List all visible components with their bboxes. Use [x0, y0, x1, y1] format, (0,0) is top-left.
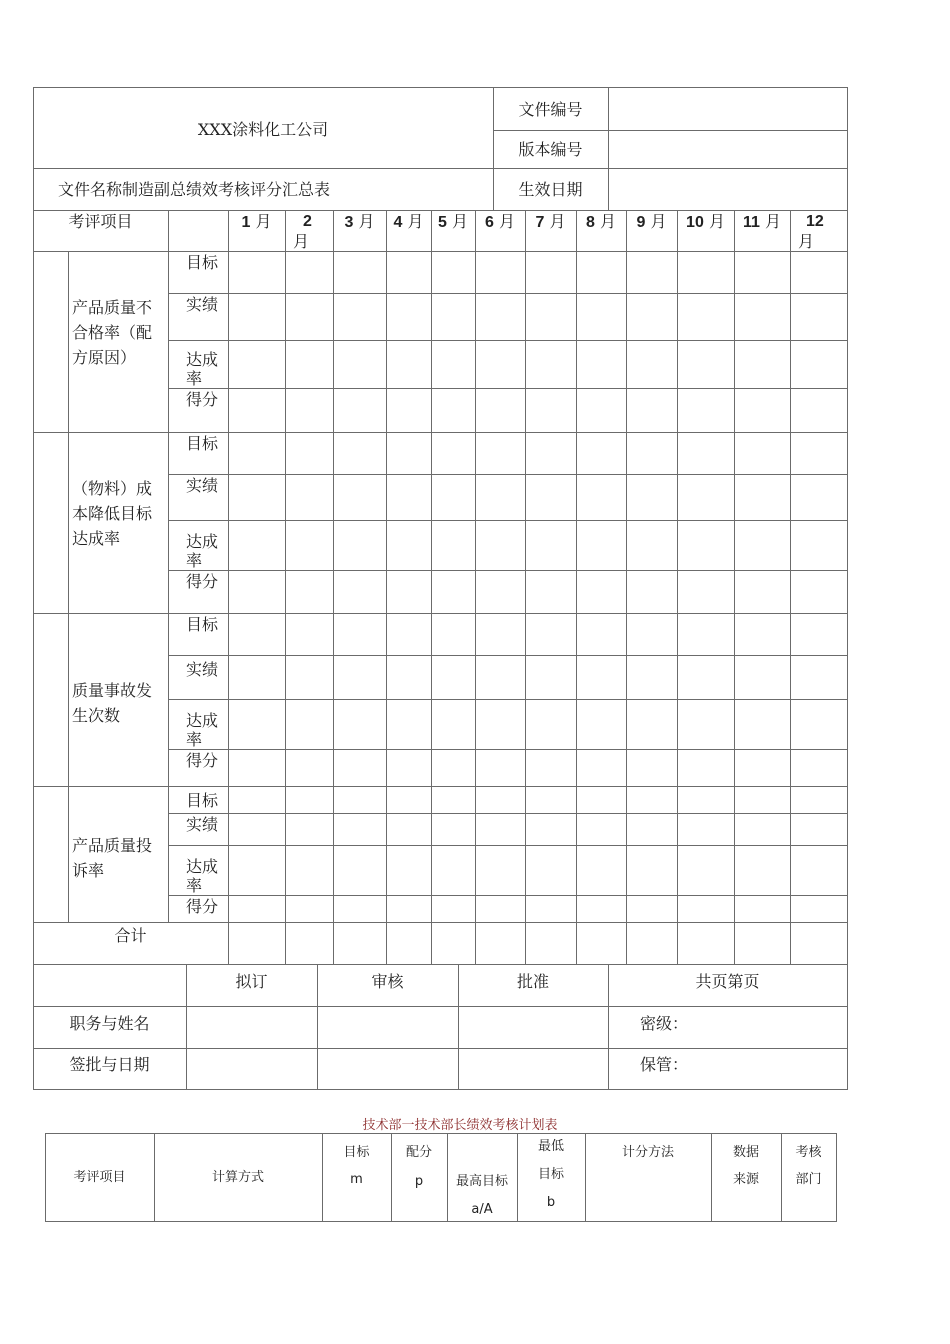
total-label: 合计 [114, 926, 147, 945]
page-count-label: 共页第页 [695, 972, 760, 991]
grid-line [33, 1006, 848, 1007]
month-header-11 [734, 212, 790, 233]
month-unit: 月 [708, 212, 725, 231]
plan-header-target-unit: m [350, 1172, 363, 1187]
row-label-rate: 达成率 [186, 532, 219, 570]
row-line [168, 813, 848, 814]
grid-line [33, 1048, 848, 1049]
month-number: 8 [585, 214, 595, 231]
row-line [168, 474, 848, 475]
row-line [168, 570, 848, 571]
secret-level-label: 密级： [640, 1014, 689, 1033]
month-header-3 [333, 212, 386, 233]
month-unit: 月 [407, 212, 424, 231]
metric-group-4: 产品质量投诉率 [72, 836, 153, 880]
grid-line [386, 210, 387, 965]
grid-line [33, 786, 848, 787]
month-unit: 月 [255, 212, 272, 231]
row-label-actual: 实绩 [186, 815, 219, 834]
plan-header-item: 考评项目 [73, 1170, 126, 1185]
grid-line [734, 210, 735, 965]
file-number-label: 文件编号 [518, 100, 583, 119]
month-number: 10 [686, 214, 704, 231]
month-number: 7 [535, 214, 545, 231]
custody-label: 保管： [640, 1055, 689, 1074]
group-divider [68, 251, 69, 433]
metric-group-2: （物料）成本降低目标达成率 [72, 479, 153, 548]
month-number: 1 [241, 214, 251, 231]
effective-date-label: 生效日期 [518, 180, 583, 199]
approve-label: 批准 [516, 972, 549, 991]
row-label-target: 目标 [186, 253, 219, 272]
grid-line [33, 87, 848, 88]
month-unit: 月 [358, 212, 375, 231]
grid-line [847, 87, 848, 1090]
grid-line [168, 210, 169, 923]
month-header-5 [431, 212, 475, 233]
row-line [168, 749, 848, 750]
month-number: 3 [344, 214, 354, 231]
month-header-6 [475, 212, 525, 233]
row-label-score: 得分 [186, 390, 219, 409]
group-divider [68, 613, 69, 787]
month-unit: 月 [451, 212, 468, 231]
row-label-actual: 实绩 [186, 295, 219, 314]
grid-line [333, 210, 334, 965]
grid-line [525, 210, 526, 965]
row-line [168, 293, 848, 294]
document-name: 文件名称制造副总绩效考核评分汇总表 [58, 180, 331, 199]
row-label-target: 目标 [186, 434, 219, 453]
plan-header-max-target-unit: a/A [471, 1202, 493, 1217]
grid-line [33, 432, 848, 433]
grid-line [33, 1089, 848, 1090]
grid-line [285, 210, 286, 965]
plan-header-weight-unit: p [414, 1174, 424, 1189]
plan-header-min-target-unit: b [546, 1195, 556, 1210]
plan-header-min-target: 最低 [537, 1139, 564, 1154]
month-header-10 [677, 212, 734, 233]
grid-line [33, 168, 848, 169]
plan-header-max-target: 最高目标 [455, 1174, 508, 1189]
grid-line [431, 210, 432, 965]
grid-line [677, 210, 678, 965]
row-label-score: 得分 [186, 897, 219, 916]
grid-line [45, 1221, 837, 1222]
plan-header-weight: 配分 [405, 1145, 432, 1160]
month-number: 9 [636, 214, 646, 231]
metric-group-3: 质量事故发生次数 [72, 681, 153, 725]
grid-line [475, 210, 476, 965]
grid-line [790, 210, 791, 965]
month-header-12: 12 [806, 213, 824, 230]
month-unit: 月 [549, 212, 566, 231]
group-divider [68, 432, 69, 614]
grid-line [33, 251, 848, 252]
row-label-actual: 实绩 [186, 476, 219, 495]
draft-label: 拟订 [235, 972, 268, 991]
plan-column-line [836, 1133, 837, 1222]
month-number: 4 [393, 214, 403, 231]
grid-line [576, 210, 577, 965]
month-header-9 [626, 212, 677, 233]
grid-line [626, 210, 627, 965]
row-line [168, 845, 848, 846]
row-label-rate: 达成率 [186, 350, 219, 388]
plan-header-dept: 考核 [795, 1145, 822, 1160]
metric-group-1: 产品质量不合格率（配方原因） [72, 298, 153, 367]
month-number: 5 [437, 214, 447, 231]
month-header-2-unit: 月 [293, 232, 310, 251]
row-label-score: 得分 [186, 751, 219, 770]
row-label-rate: 达成率 [186, 711, 219, 749]
plan-header-calc: 计算方式 [211, 1170, 264, 1185]
grid-line [608, 87, 609, 211]
plan-header-source-2: 来源 [732, 1172, 759, 1187]
version-number-label: 版本编号 [518, 140, 583, 159]
month-header-2: 2 [303, 213, 312, 230]
month-number: 11 [742, 214, 760, 231]
group-divider [68, 786, 69, 923]
row-label-actual: 实绩 [186, 660, 219, 679]
month-header-4 [386, 212, 431, 233]
grid-line [33, 922, 848, 923]
grid-line [33, 210, 848, 211]
row-line [168, 520, 848, 521]
review-label: 审核 [371, 972, 404, 991]
month-unit: 月 [599, 212, 616, 231]
row-line [168, 388, 848, 389]
row-line [168, 655, 848, 656]
plan-header-target: 目标 [343, 1145, 370, 1160]
plan-header-method: 计分方法 [621, 1145, 674, 1160]
row-line [168, 699, 848, 700]
month-unit: 月 [650, 212, 667, 231]
month-header-1 [228, 212, 285, 233]
grid-line [228, 210, 229, 965]
grid-line [45, 1133, 837, 1134]
row-line [168, 340, 848, 341]
row-label-rate: 达成率 [186, 857, 219, 895]
row-label-target: 目标 [186, 791, 219, 810]
month-header-8 [576, 212, 626, 233]
position-name-label: 职务与姓名 [69, 1014, 150, 1033]
plan-title: 技术部一技术部长绩效考核计划表 [362, 1118, 558, 1133]
plan-header-dept-2: 部门 [795, 1172, 822, 1187]
month-number: 6 [484, 214, 494, 231]
company-name: XXX涂料化工公司 [197, 120, 329, 139]
row-label-score: 得分 [186, 572, 219, 591]
row-label-target: 目标 [186, 615, 219, 634]
sign-date-label: 签批与日期 [69, 1055, 150, 1074]
grid-line [33, 613, 848, 614]
month-header-7 [525, 212, 576, 233]
item-header: 考评项目 [68, 212, 133, 231]
row-line [168, 895, 848, 896]
plan-header-min-target-2: 目标 [537, 1167, 564, 1182]
month-unit: 月 [765, 212, 782, 231]
month-header-12-unit: 月 [798, 232, 815, 251]
month-unit: 月 [498, 212, 515, 231]
grid-line [493, 130, 848, 131]
grid-line [33, 964, 848, 965]
plan-header-source: 数据 [732, 1145, 759, 1160]
